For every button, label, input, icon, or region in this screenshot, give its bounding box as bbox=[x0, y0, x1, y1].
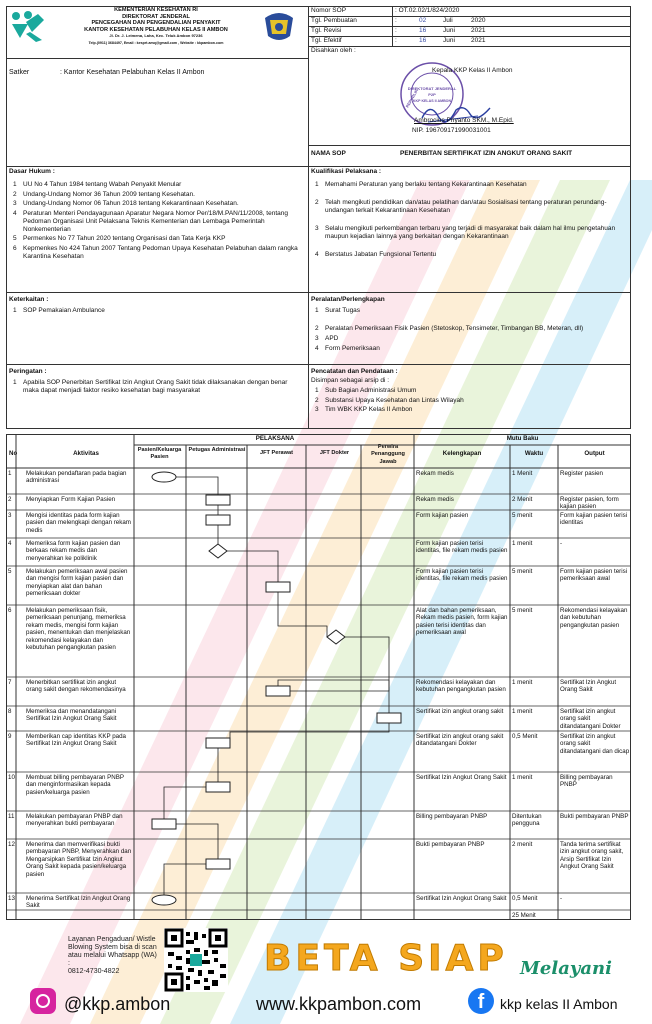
list-item bbox=[315, 387, 627, 395]
item-text: Selalu mengikuti perkembangan terbaru yang terjadi di masyarakat baik dalam hal ilmu pengetahuan maupun kejadian lainnya yang berkaitan dengan Kekarantinaan bbox=[325, 225, 616, 240]
item-text: APD bbox=[325, 335, 339, 342]
item-number: 1 bbox=[315, 307, 319, 314]
footer-layanan-text: Layanan Pengaduan/ Wistle Blowing System bisa di scan atau melalui Whatsapp (WA) : bbox=[68, 936, 157, 967]
row-kelengkapan: Billing pembayaran PNBP bbox=[416, 813, 488, 820]
row-kelengkapan: Rekam medis bbox=[416, 496, 454, 503]
item-text: Apabila SOP Penerbitan Sertifikat Izin Angkut Orang Sakit tidak dilaksanakan dengan benar maka dapat menjadi faktor resiko kesehatan bagi masyarakat bbox=[23, 379, 288, 394]
flow-process bbox=[206, 515, 230, 525]
row-aktivitas: Memeriksa form kajian pasien dan berkaas rekam medis dan menyerahkan ke poliklinik bbox=[26, 540, 121, 562]
svg-text:P2P: P2P bbox=[428, 92, 436, 97]
efektif-month: Juni bbox=[443, 37, 455, 44]
pembuatan-year: 2020 bbox=[471, 17, 486, 24]
col-no: No bbox=[9, 450, 18, 457]
efektif-label: Tgl. Efektif bbox=[311, 37, 342, 44]
header-address: Jl. Dr. J. Leimena, Laha, Kec. Teluk Ambon 97236 bbox=[109, 33, 203, 39]
row-waktu: 2 Menit bbox=[512, 496, 533, 503]
row-kelengkapan: Bukti pembayaran PNBP bbox=[416, 841, 485, 848]
row-output: Billing pembayaran PNBP bbox=[560, 774, 613, 789]
keterkaitan bbox=[9, 296, 305, 317]
flow-terminator bbox=[152, 895, 176, 905]
meta-table bbox=[308, 6, 630, 58]
item-number: 1 bbox=[13, 307, 17, 314]
row-aktivitas: Menerima Sertifikat Izin Angkut Orang Sakit bbox=[26, 895, 131, 910]
website-link[interactable]: www.kkpambon.com bbox=[256, 994, 422, 1014]
row-waktu: 0,5 Menit bbox=[512, 733, 538, 740]
revisi-year: 2021 bbox=[471, 27, 486, 34]
section-line bbox=[6, 292, 631, 293]
flow-process bbox=[206, 782, 230, 792]
flow-connector bbox=[278, 592, 327, 637]
list-item bbox=[315, 335, 627, 343]
item-text: Berstatus Jabatan Fungsional Tertentu bbox=[325, 251, 437, 258]
item-text: Peralatan Pemeriksaan Fisik Pasien (Stetoskop, Tensimeter, Timbangan BB, Meteran, dll) bbox=[325, 325, 584, 332]
item-text: Surat Tugas bbox=[325, 307, 361, 314]
row-output: Sertifikat Izin Angkut Orang Sakit bbox=[560, 679, 617, 694]
sop-name-label: NAMA SOP bbox=[311, 150, 346, 157]
colon: : bbox=[395, 17, 397, 24]
list-item bbox=[315, 307, 627, 315]
row-waktu: 0,5 Menit bbox=[512, 895, 538, 902]
instagram-icon[interactable] bbox=[30, 988, 56, 1014]
item-number: 3 bbox=[315, 225, 319, 232]
row-output: Bukti pembayaran PNBP bbox=[560, 813, 629, 820]
kualifikasi-title: Kualifikasi Pelaksana : bbox=[311, 168, 382, 175]
footer-melayani: Melayani bbox=[520, 958, 612, 979]
item-number: 2 bbox=[13, 190, 17, 198]
svg-text:KKP KELAS II AMBON: KKP KELAS II AMBON bbox=[412, 99, 452, 103]
pembuatan-month: Juli bbox=[443, 17, 453, 24]
meta-row-line bbox=[308, 26, 630, 27]
row-output: Tanda terima sertifikat izin angkut orang sakit, Arsip Sertifikat Izin Angkut Orang Sakit bbox=[560, 841, 624, 871]
row-kelengkapan: Rekam medis bbox=[416, 470, 454, 477]
row-no: 3 bbox=[8, 512, 12, 519]
pencatatan-subtitle: Disimpan sebagai arsip di : bbox=[311, 377, 390, 384]
meta-row-line bbox=[308, 16, 630, 17]
keterkaitan-list bbox=[13, 307, 305, 315]
item-text: UU No 4 Tahun 1984 tentang Wabah Penyakit Menular bbox=[23, 181, 182, 188]
item-number: 3 bbox=[315, 335, 319, 342]
garuda-emblem-icon bbox=[262, 10, 296, 44]
flow-process bbox=[206, 495, 230, 505]
row-aktivitas: Memeriksa dan menandatangani Sertifikat Izin Angkut Orang Sakit bbox=[26, 708, 117, 723]
list-item bbox=[315, 225, 627, 241]
flow-process bbox=[266, 582, 290, 592]
row-kelengkapan: Sertifikat Izin Angkut Orang Sakit bbox=[416, 774, 507, 781]
svg-text:DIREKTORAT JENDERAL: DIREKTORAT JENDERAL bbox=[407, 86, 457, 91]
list-item bbox=[315, 397, 627, 405]
row-waktu: 5 menit bbox=[512, 512, 533, 519]
row-output: Sertifikat izin angkut orang sakit ditandatangani Dokter bbox=[560, 708, 621, 730]
actor-pasien: Pasien/Keluarga Pasien bbox=[137, 447, 182, 461]
flow-process bbox=[152, 819, 176, 829]
peralatan-list bbox=[315, 307, 627, 353]
facebook-handle[interactable]: kkp kelas II Ambon bbox=[500, 996, 618, 1012]
row-waktu: Ditentukan pengguna bbox=[512, 813, 542, 828]
item-number: 6 bbox=[13, 244, 17, 252]
efektif-year: 2021 bbox=[471, 37, 486, 44]
footer-phone: 0812-4730-4822 bbox=[68, 968, 120, 975]
item-number: 3 bbox=[315, 406, 319, 414]
list-item bbox=[315, 345, 627, 353]
flowchart bbox=[6, 434, 631, 922]
peringatan bbox=[9, 368, 305, 397]
flow-process bbox=[206, 859, 230, 869]
row-no: 11 bbox=[8, 813, 15, 820]
item-text: Peraturan Menteri Pendayagunaan Aparatur Negara Nomor Per/18/M.PAN/11/2008, tentang Pedoman Organisasi Unit Pelaksana Teknis Kementerian dan Lembaga Pemerintah Nonkementerian bbox=[23, 209, 288, 233]
row-no: 13 bbox=[8, 895, 15, 902]
item-text: Sub Bagian Administrasi Umum bbox=[325, 387, 417, 394]
row-output: Register pasien bbox=[560, 470, 603, 477]
flow-connector bbox=[176, 477, 218, 495]
col-output: Output bbox=[584, 450, 605, 457]
header-ministry: KEMENTERIAN KESEHATAN RI bbox=[114, 7, 198, 13]
row-no: 1 bbox=[8, 470, 12, 477]
colon: : bbox=[395, 37, 397, 44]
flow-connector bbox=[164, 864, 206, 895]
list-item bbox=[315, 199, 627, 215]
total-waktu: 25 Menit bbox=[512, 912, 536, 919]
flow-process bbox=[206, 738, 230, 748]
row-kelengkapan: Form kajian pasien terisi identitas, file rekam medis pasien bbox=[416, 540, 508, 555]
flow-process bbox=[377, 713, 401, 723]
revisi-month: Juni bbox=[443, 27, 455, 34]
col-waktu: Waktu bbox=[524, 450, 544, 457]
row-waktu: 1 menit bbox=[512, 774, 533, 781]
flow-connector bbox=[164, 787, 206, 819]
list-item bbox=[315, 406, 627, 414]
item-text: Permenkes No 77 Tahun 2020 tentang Organisasi dan Tata Kerja KKP bbox=[23, 235, 226, 243]
list-item bbox=[13, 210, 305, 234]
footer-layanan bbox=[68, 936, 160, 976]
row-waktu: 1 menit bbox=[512, 679, 533, 686]
row-aktivitas: Mengisi identitas pada form kajian pasien dan melengkapi dengan rekam medis bbox=[26, 512, 131, 534]
item-number: 3 bbox=[13, 200, 17, 208]
row-waktu: 5 menit bbox=[512, 607, 533, 614]
item-text: Memahami Peraturan yang berlaku tentang Kekarantinaan Kesehatan bbox=[325, 181, 527, 188]
row-no: 4 bbox=[8, 540, 12, 547]
row-aktivitas: Melakukan pendaftaran pada bagian administrasi bbox=[26, 470, 127, 485]
keterkaitan-title: Keterkaitan : bbox=[9, 296, 49, 303]
row-kelengkapan: Alat dan bahan pemeriksaan, Rekam medis pasien, form kajian pasien terisi identitas dan pemeriksaan awal bbox=[416, 607, 508, 637]
kemenkes-logo-icon bbox=[8, 10, 48, 42]
row-waktu: 2 menit bbox=[512, 841, 533, 848]
row-waktu: 1 Menit bbox=[512, 470, 533, 477]
row-no: 10 bbox=[8, 774, 15, 781]
item-number: 1 bbox=[13, 379, 17, 386]
signature-name: Ambrocius Priyanto SKM., M.Epid. bbox=[414, 117, 514, 124]
peralatan bbox=[311, 296, 627, 355]
item-number: 2 bbox=[315, 396, 319, 404]
peringatan-title: Peringatan : bbox=[9, 368, 47, 375]
row-kelengkapan: Sertifikat izin angkut orang sakit ditandatangani Dokter bbox=[416, 733, 504, 748]
kualifikasi-list bbox=[315, 181, 627, 259]
list-item bbox=[13, 379, 305, 395]
item-text: Substansi Upaya Kesehatan dan Lintas Wilayah bbox=[325, 396, 464, 404]
item-number: 4 bbox=[315, 251, 319, 258]
flow-terminator bbox=[152, 472, 176, 482]
peringatan-list bbox=[13, 379, 305, 395]
row-output: - bbox=[560, 895, 563, 902]
row-aktivitas: Melakukan pemeriksaan awal pasien dan mengisi form kajian pasien dan menyiapkan alat dan bahan pemeriksaan dokter bbox=[26, 568, 128, 598]
list-item bbox=[13, 200, 305, 208]
row-aktivitas: Melakukan pembayaran PNBP dan menyerahkan bukti pembayaran bbox=[26, 813, 123, 828]
dasar-hukum bbox=[9, 168, 305, 263]
item-text: Kepmenkes No 424 Tahun 2007 Tentang Pedoman Upaya Kesehatan Pelabuhan dalam rangka Karantina Kesehatan bbox=[23, 244, 298, 260]
row-no: 2 bbox=[8, 496, 12, 503]
row-aktivitas: Memberikan cap identitas KKP pada Sertifikat Izin Angkut Orang Sakit bbox=[26, 733, 126, 748]
row-no: 6 bbox=[8, 607, 12, 614]
item-number: 4 bbox=[315, 345, 319, 352]
pembuatan-day: 02 bbox=[419, 17, 427, 24]
item-number: 2 bbox=[315, 325, 319, 332]
col-aktivitas: Aktivitas bbox=[73, 450, 99, 457]
pembuatan-label: Tgl. Pembuatan bbox=[311, 17, 357, 24]
item-number: 1 bbox=[315, 181, 319, 188]
row-kelengkapan: Sertifikat Izin Angkut Orang Sakit bbox=[416, 895, 507, 902]
row-output: - bbox=[560, 540, 563, 547]
header-office: KANTOR KESEHATAN PELABUHAN KELAS II AMBON bbox=[84, 26, 228, 33]
facebook-icon[interactable]: f bbox=[468, 988, 494, 1014]
revisi-label: Tgl. Revisi bbox=[311, 27, 342, 34]
row-no: 12 bbox=[8, 841, 15, 848]
nomor-label: Nomor SOP bbox=[311, 7, 347, 14]
actor-admin: Petugas Administrasi bbox=[188, 447, 246, 453]
row-output: Sertifikat izin angkut orang sakit ditandatangani dan dicap bbox=[560, 733, 630, 755]
row-waktu: 1 menit bbox=[512, 708, 533, 715]
kualifikasi bbox=[311, 168, 627, 261]
disahkan-label: Disahkan oleh : bbox=[311, 47, 356, 54]
peralatan-title: Peralatan/Perlengkapan bbox=[311, 296, 385, 303]
list-item bbox=[315, 251, 627, 259]
item-text: Tim WBK KKP Kelas II Ambon bbox=[325, 406, 413, 414]
row-aktivitas: Membuat billing pembayaran PNBP dan menginformasikan kepada pasien/keluarga pasien bbox=[26, 774, 124, 796]
flow-connector bbox=[176, 824, 218, 859]
header-bottom-line bbox=[6, 58, 308, 59]
list-item bbox=[13, 307, 305, 315]
flow-decision bbox=[209, 544, 227, 558]
signature-title: Kepala KKP Kelas II Ambon bbox=[432, 67, 513, 74]
row-aktivitas: Melakukan pemeriksaan fisik, pemeriksaan penunjang, memeriksa rekam medis, mengisi form kajian pasien, menentukan dan menjelaskan rekomendasi kelayakan dan kebutuhan pengangkutan pasien bbox=[26, 607, 131, 652]
header-contact: Telp.(0911) 3684497, Email : kesprt.amq@gmail.com , Website : kkpambon.com bbox=[88, 40, 224, 45]
satker-value: : Kantor Kesehatan Pelabuhan Kelas II Ambon bbox=[60, 69, 205, 76]
row-output: Form kajian pasien terisi pemeriksaan awal bbox=[560, 568, 628, 583]
row-aktivitas: Menyiapkan Form Kajian Pasien bbox=[26, 496, 116, 503]
header-left bbox=[6, 6, 308, 48]
row-no: 9 bbox=[8, 733, 12, 740]
section-line bbox=[6, 364, 631, 365]
item-text: Undang-Undang Nomor 36 Tahun 2009 tentang Kesehatan. bbox=[23, 190, 195, 198]
flow-process bbox=[266, 686, 290, 696]
pelaksana-header: PELAKSANA bbox=[255, 435, 295, 442]
list-item bbox=[13, 235, 305, 243]
signature-nip: NIP. 196709171990031001 bbox=[412, 127, 491, 134]
mutu-baku-header: Mutu Baku bbox=[506, 435, 539, 442]
list-item bbox=[315, 181, 627, 189]
row-kelengkapan: Form kajian pasien bbox=[416, 512, 469, 519]
satker-label: Satker bbox=[9, 69, 30, 76]
meta-row-line bbox=[308, 36, 630, 37]
header-directorate: DIREKTORAT JENDERAL bbox=[122, 13, 190, 20]
footer bbox=[0, 924, 652, 1024]
svg-text:REPUBLIK: REPUBLIK bbox=[404, 88, 420, 109]
item-number: 1 bbox=[315, 387, 319, 394]
pencatatan bbox=[311, 368, 627, 416]
procedure-table bbox=[6, 434, 631, 922]
row-kelengkapan: Sertifikat izin angkut orang sakit bbox=[416, 708, 504, 715]
list-item bbox=[315, 325, 627, 333]
header-division: PENCEGAHAN DAN PENGENDALIAN PENYAKIT bbox=[91, 20, 221, 27]
satker bbox=[9, 69, 29, 78]
row-output: Register pasien, form kajian pasien bbox=[560, 496, 619, 511]
section-line bbox=[6, 166, 631, 167]
flow-connector bbox=[278, 680, 389, 713]
row-kelengkapan: Rekomendasi kelayakan dan kebutuhan pengangkutan pasien bbox=[416, 679, 506, 694]
dasar-hukum-list bbox=[13, 181, 305, 261]
item-text: Telah mengikuti pendidikan dan/atau pelatihan dan/atau Sosialisasi tentang peraturan perundang-undangan terkait Kekarantinaan Kesehatan bbox=[325, 199, 607, 214]
flow-connector bbox=[290, 637, 389, 691]
item-text: Undang-Undang Nomor 06 Tahun 2018 tentang Kekarantinaan Kesehatan. bbox=[23, 200, 239, 208]
sop-name-value: PENERBITAN SERTIFIKAT IZIN ANGKUT ORANG SAKIT bbox=[400, 150, 573, 157]
qr-code-icon[interactable] bbox=[164, 928, 228, 992]
row-aktivitas: Menerbitkan sertifikat izin angkut orang sakit dengan rekomendasinya bbox=[26, 679, 126, 694]
list-item bbox=[13, 245, 305, 261]
row-waktu: 1 menit bbox=[512, 540, 533, 547]
footer-beta: BETA SIAP bbox=[264, 938, 508, 979]
dasar-hukum-title: Dasar Hukum : bbox=[9, 168, 55, 175]
instagram-handle[interactable]: @kkp.ambon bbox=[64, 994, 171, 1014]
actor-perwira: Perwira Penanggung Jawab bbox=[371, 444, 405, 465]
section-line bbox=[6, 428, 631, 429]
flow-decision bbox=[327, 630, 345, 644]
efektif-day: 16 bbox=[419, 37, 427, 44]
sop-name-top-line bbox=[308, 145, 630, 146]
row-output: Rekomendasi kelayakan dan kebutuhan pengangkutan pasien bbox=[560, 607, 628, 629]
row-aktivitas: Menerima dan memverifikasi bukti pembayaran PNBP, Menyerahkan dan Mengarsipkan Sertifikat Izin Angkut Orang Sakit kepada pasien/keluarga pasien bbox=[26, 841, 132, 878]
item-number: 5 bbox=[13, 235, 17, 243]
row-no: 5 bbox=[8, 568, 12, 575]
list-item bbox=[13, 181, 305, 189]
item-number: 1 bbox=[13, 181, 17, 188]
item-number: 2 bbox=[315, 199, 319, 206]
col-kelengkapan: Kelengkapan bbox=[442, 450, 482, 457]
item-number: 4 bbox=[13, 209, 17, 217]
pencatatan-list bbox=[315, 387, 627, 414]
row-no: 7 bbox=[8, 679, 12, 686]
row-output: Form kajian pasien terisi identitas bbox=[560, 512, 628, 527]
colon: : bbox=[395, 27, 397, 34]
actor-perawat: JFT Perawat bbox=[260, 450, 293, 456]
header-text bbox=[66, 7, 246, 47]
pencatatan-title: Pencatatan dan Pendataan : bbox=[311, 368, 398, 375]
item-text: SOP Pemakaian Ambulance bbox=[23, 307, 105, 314]
flow-connector bbox=[230, 723, 389, 743]
meta-col-line bbox=[392, 6, 393, 46]
row-waktu: 5 menit bbox=[512, 568, 533, 575]
row-no: 8 bbox=[8, 708, 12, 715]
meta-row-line bbox=[308, 46, 630, 47]
flow-connector bbox=[227, 551, 278, 582]
item-text: Form Pemeriksaan bbox=[325, 345, 380, 352]
actor-dokter: JFT Dokter bbox=[319, 450, 350, 456]
revisi-day: 16 bbox=[419, 27, 427, 34]
list-item bbox=[13, 191, 305, 199]
nomor-value: : OT.02.02/1/824/2020 bbox=[395, 7, 460, 14]
row-kelengkapan: Form kajian pasien terisi identitas, file rekam medis pasien bbox=[416, 568, 508, 583]
